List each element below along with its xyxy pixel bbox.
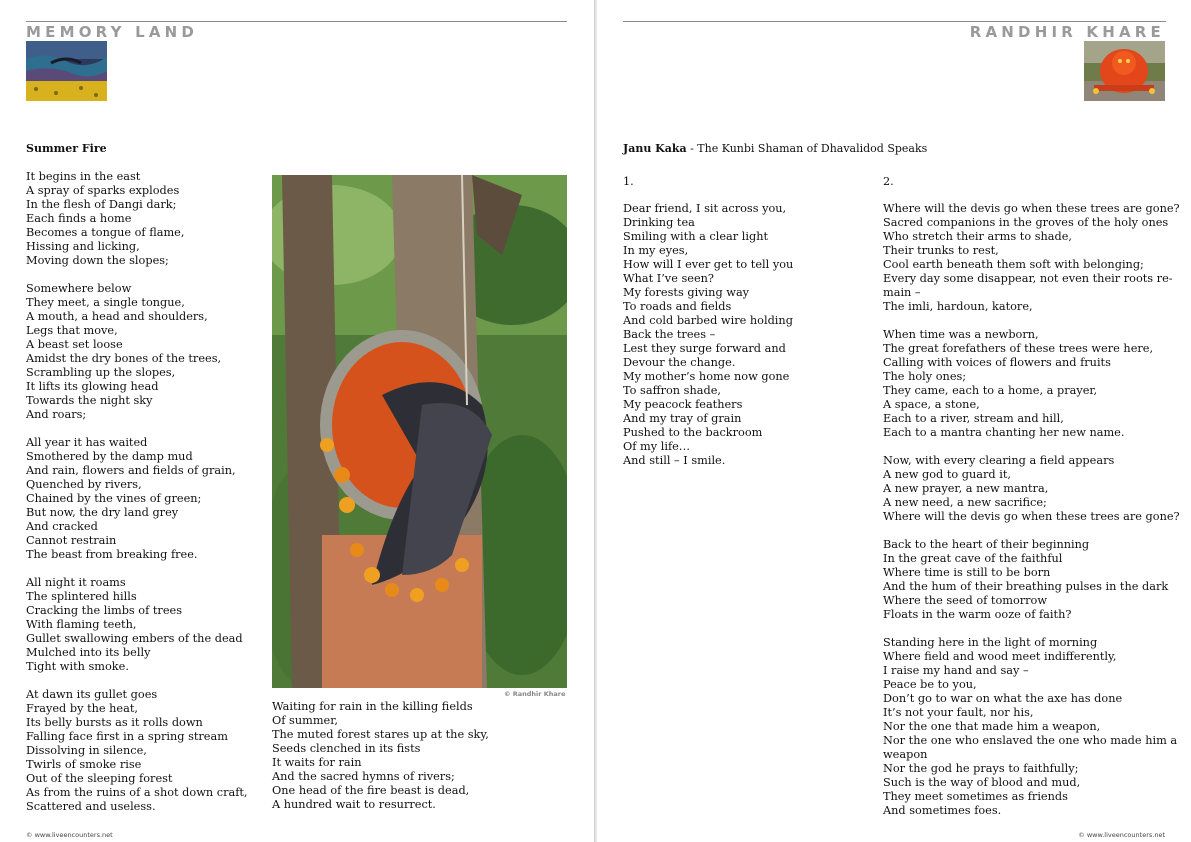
poem-line: Scattered and useless. <box>26 800 156 813</box>
poem-line: When time was a newborn, <box>883 328 1039 341</box>
poem-line: Where time is still to be born <box>883 566 1051 579</box>
poem-line: Back the trees – <box>623 328 716 341</box>
poem-line: Back to the heart of their beginning <box>883 538 1090 551</box>
poem-title-name: Janu Kaka <box>623 142 687 155</box>
shrine-thumbnail <box>1084 41 1165 101</box>
poem-line: To roads and fields <box>623 300 732 313</box>
poem-line: Somewhere below <box>26 282 132 295</box>
poem-line: In the flesh of Dangi dark; <box>26 198 177 211</box>
poem-line: Tight with smoke. <box>26 660 129 673</box>
poem-line: Devour the change. <box>623 356 736 369</box>
poem-line: main – <box>883 286 921 299</box>
poem-line: Towards the night sky <box>26 394 153 407</box>
poem-line: Scrambling up the slopes, <box>26 366 176 379</box>
poem-line: A new need, a new sacrifice; <box>883 496 1047 509</box>
poem-line: It waits for rain <box>272 756 362 769</box>
poem-line: It begins in the east <box>26 170 141 183</box>
poem-line: Waiting for rain in the killing fields <box>272 700 473 713</box>
poem-line: Nor the god he prays to faithfully; <box>883 762 1079 775</box>
poem-line: A new god to guard it, <box>883 468 1011 481</box>
poem-line: Gullet swallowing embers of the dead <box>26 632 243 645</box>
poem-line: Cannot restrain <box>26 534 117 547</box>
section-title: MEMORY LAND <box>26 23 199 41</box>
poem-line: Frayed by the heat, <box>26 702 138 715</box>
left-page <box>0 0 594 842</box>
stanza <box>883 538 1180 622</box>
poem-line: All night it roams <box>26 576 126 589</box>
poem-line: Hissing and licking, <box>26 240 140 253</box>
poem-line: Dear friend, I sit across you, <box>623 202 787 215</box>
poem-line: A spray of sparks explodes <box>26 184 180 197</box>
poem-line: One head of the fire beast is dead, <box>272 784 470 797</box>
poem-line: But now, the dry land grey <box>26 506 179 519</box>
poem-line: Every day some disappear, not even their roots re- <box>883 272 1173 285</box>
part-2-label: 2. <box>883 175 894 188</box>
poem-line: In my eyes, <box>623 244 689 257</box>
poem-line: It’s not your fault, nor his, <box>883 706 1034 719</box>
stanza <box>623 202 793 468</box>
poem-line: Sacred companions in the groves of the holy ones <box>883 216 1169 229</box>
poem-line: Moving down the slopes; <box>26 254 169 267</box>
poem-line: Where field and wood meet indifferently, <box>883 650 1117 663</box>
poem-part-2 <box>883 202 1180 832</box>
poem-line: My forests giving way <box>623 286 750 299</box>
poem-line: Smothered by the damp mud <box>26 450 193 463</box>
poem-line: Twirls of smoke rise <box>26 758 142 771</box>
footer-link[interactable]: © www.liveencounters.net <box>26 831 113 839</box>
poem-line: And roars; <box>26 408 87 421</box>
poem-title: Summer Fire <box>26 142 107 155</box>
poem-line: And sometimes foes. <box>883 804 1002 817</box>
poem-line: Becomes a tongue of flame, <box>26 226 185 239</box>
stanza <box>883 636 1180 818</box>
stanza <box>272 700 489 812</box>
poem-line: The beast from breaking free. <box>26 548 198 561</box>
poem-line: My mother’s home now gone <box>623 370 790 383</box>
stanza <box>26 170 248 268</box>
poem-line: Nor the one who enslaved the one who made him a <box>883 734 1178 747</box>
poem-line: How will I ever get to tell you <box>623 258 794 271</box>
poem-line: All year it has waited <box>26 436 148 449</box>
poem-line: Its belly bursts as it rolls down <box>26 716 203 729</box>
poem-line: Peace be to you, <box>883 678 977 691</box>
poem-line: What I’ve seen? <box>623 272 714 285</box>
poem-line: And cold barbed wire holding <box>623 314 793 327</box>
poem-line: In the great cave of the faithful <box>883 552 1063 565</box>
poem-line: I raise my hand and say – <box>883 664 1029 677</box>
poem-line: Where the seed of tomorrow <box>883 594 1048 607</box>
poem-line: And still – I smile. <box>623 454 726 467</box>
poem-line: Who stretch their arms to shade, <box>883 230 1073 243</box>
poem-title <box>623 142 927 155</box>
memory-land-thumbnail <box>26 41 107 101</box>
stanza <box>883 328 1180 440</box>
poem-line: Amidst the dry bones of the trees, <box>26 352 222 365</box>
poem-line: Where will the devis go when these trees are gone? <box>883 202 1180 215</box>
poem-line: They meet, a single tongue, <box>26 296 185 309</box>
poem-line: Drinking tea <box>623 216 695 229</box>
right-page <box>597 0 1191 842</box>
stanza <box>26 576 248 674</box>
poem-line: Lest they surge forward and <box>623 342 786 355</box>
stanza <box>26 436 248 562</box>
poem-line: The great forefathers of these trees were here, <box>883 342 1154 355</box>
poem-line: Each finds a home <box>26 212 132 225</box>
poem-line: Seeds clenched in its fists <box>272 742 421 755</box>
poem-line: My peacock feathers <box>623 398 743 411</box>
poem-line: Quenched by rivers, <box>26 478 142 491</box>
poem-line: And my tray of grain <box>623 412 742 425</box>
poem-line: A new prayer, a new mantra, <box>883 482 1049 495</box>
poem-line: Floats in the warm ooze of faith? <box>883 608 1072 621</box>
poem-line: Calling with voices of flowers and fruits <box>883 356 1111 369</box>
poem-line: The splintered hills <box>26 590 137 603</box>
poem-line: Falling face first in a spring stream <box>26 730 228 743</box>
poem-line: Of my life… <box>623 440 691 453</box>
poem-line: And cracked <box>26 520 98 533</box>
poem-line: The imli, hardoun, katore, <box>883 300 1033 313</box>
poem-line: Their trunks to rest, <box>883 244 999 257</box>
poem-line: The muted forest stares up at the sky, <box>272 728 489 741</box>
poem-line: Legs that move, <box>26 324 118 337</box>
poem-line: A beast set loose <box>26 338 123 351</box>
poem-line: Each to a mantra chanting her new name. <box>883 426 1125 439</box>
header-rule <box>623 21 1166 22</box>
poem-line: And the sacred hymns of rivers; <box>272 770 455 783</box>
poem-line: Smiling with a clear light <box>623 230 769 243</box>
poem-column-2 <box>272 700 489 826</box>
poem-line: Each to a river, stream and hill, <box>883 412 1064 425</box>
poem-line: And the hum of their breathing pulses in the dark <box>883 580 1169 593</box>
poem-line: A space, a stone, <box>883 398 980 411</box>
poem-line: They came, each to a home, a prayer, <box>883 384 1098 397</box>
poem-line: At dawn its gullet goes <box>26 688 158 701</box>
poem-line: Pushed to the backroom <box>623 426 763 439</box>
poem-line: Where will the devis go when these trees are gone? <box>883 510 1180 523</box>
section-title: RANDHIR KHARE <box>969 23 1165 41</box>
poem-line: Dissolving in silence, <box>26 744 147 757</box>
poem-line: weapon <box>883 748 928 761</box>
stanza <box>26 688 248 814</box>
poem-line: To saffron shade, <box>623 384 721 397</box>
poem-column-1 <box>26 170 248 828</box>
poem-line: And rain, flowers and fields of grain, <box>26 464 236 477</box>
stanza <box>883 202 1180 314</box>
poem-line: Mulched into its belly <box>26 646 151 659</box>
poem-line: Cracking the limbs of trees <box>26 604 182 617</box>
poem-line: Out of the sleeping forest <box>26 772 173 785</box>
poem-line: A hundred wait to resurrect. <box>272 798 436 811</box>
poem-line: It lifts its glowing head <box>26 380 159 393</box>
poem-line: Cool earth beneath them soft with belonging; <box>883 258 1144 271</box>
poem-line: Nor the one that made him a weapon, <box>883 720 1101 733</box>
poem-line: Now, with every clearing a field appears <box>883 454 1115 467</box>
poem-line: Of summer, <box>272 714 338 727</box>
poem-line: A mouth, a head and shoulders, <box>26 310 208 323</box>
poem-line: Chained by the vines of green; <box>26 492 202 505</box>
poem-line: Don’t go to war on what the axe has done <box>883 692 1123 705</box>
footer-link[interactable]: © www.liveencounters.net <box>1078 831 1165 839</box>
poem-line: With flaming teeth, <box>26 618 137 631</box>
poem-line: As from the ruins of a shot down craft, <box>26 786 248 799</box>
poem-title-subtitle: - The Kunbi Shaman of Dhavalidod Speaks <box>686 142 928 155</box>
header-rule <box>26 21 567 22</box>
part-1-label: 1. <box>623 175 634 188</box>
stanza <box>883 454 1180 524</box>
photo-credit: © Randhir Khare <box>504 690 566 698</box>
poem-line: They meet sometimes as friends <box>883 790 1068 803</box>
poem-line: Standing here in the light of morning <box>883 636 1098 649</box>
poem-line: Such is the way of blood and mud, <box>883 776 1081 789</box>
poem-line: The holy ones; <box>883 370 967 383</box>
shrine-photo <box>272 175 567 688</box>
poem-part-1 <box>623 202 793 482</box>
stanza <box>26 282 248 422</box>
